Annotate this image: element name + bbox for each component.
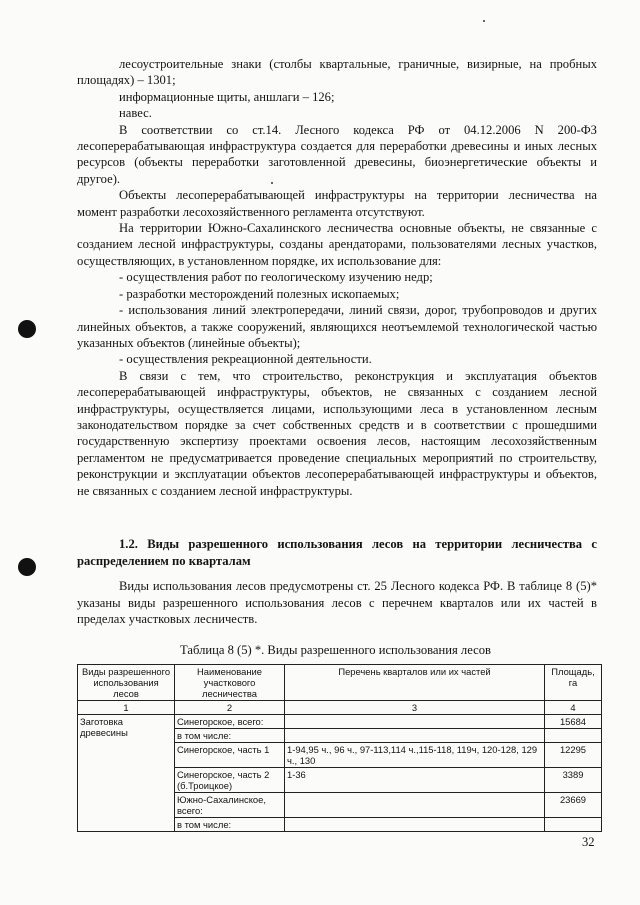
paragraph-construction: В связи с тем, что строительство, реконструкция и эксплуатация объектов лесоперерабатывающей инфраструктуры, объектов, не связанных с созданием лесной инфраструктуры, осуществляется лицами, использующими леса в установленном лесным законодательством порядке за счет собственных средств и в соответствии с прошедшими государственную экспертизу проектами освоения лесов, настоящим лесохозяйственным регламентом не предусматривается проведение специальных мероприятий по строительству, реконструкции и эксплуатации объектов лесоперерабатывающей инфраструктуры и объектов, не связанных с созданием лесной инфраструктуры. bbox=[77, 368, 597, 498]
blocks-cell: 1-94,95 ч., 96 ч., 97-113,114 ч.,115-118, 119ч, 120-128, 129 ч., 130 bbox=[285, 743, 545, 768]
table-row bbox=[78, 715, 602, 729]
paragraph-article-14: В соответствии со ст.14. Лесного кодекса РФ от 04.12.2006 N 200-ФЗ лесоперерабатывающая инфраструктура создается для переработки древесины и иных лесных ресурсов (объекты переработки заготовленной древесины, биоэнергетические объекты и другое). bbox=[77, 122, 597, 186]
forestry-cell: Синегорское, часть 1 bbox=[175, 743, 285, 768]
header-area: Площадь, га bbox=[545, 665, 602, 701]
forestry-cell: в том числе: bbox=[175, 729, 285, 743]
blocks-cell: 1-36 bbox=[285, 768, 545, 793]
column-number: 4 bbox=[545, 701, 602, 715]
paragraph-boards: информационные щиты, аншлаги – 126; bbox=[119, 89, 335, 104]
header-forestry: Наименование участкового лесничества bbox=[175, 665, 285, 701]
area-cell bbox=[545, 729, 602, 743]
paragraph-signs: лесоустроительные знаки (столбы квартальные, граничные, визирные, на пробных площадях) – 1301; bbox=[77, 57, 597, 88]
table-column-numbers bbox=[78, 701, 602, 715]
table-caption: Таблица 8 (5) *. Виды разрешенного использования лесов bbox=[180, 643, 491, 657]
paragraph-absence: Объекты лесоперерабатывающей инфраструктуры на территории лесничества на момент разработки лесохозяйственного регламента отсутствуют. bbox=[77, 188, 597, 219]
use-type-cell: Заготовка древесины bbox=[78, 715, 175, 832]
page-number: 32 bbox=[582, 835, 595, 849]
section-heading-text: 1.2. Виды разрешенного использования лесов на территории лесничества с распределением по кварталам bbox=[77, 537, 597, 568]
forestry-cell: Синегорское, всего: bbox=[175, 715, 285, 729]
area-cell: 12295 bbox=[545, 743, 602, 768]
blocks-cell bbox=[285, 729, 545, 743]
section-paragraph: Виды использования лесов предусмотрены ст. 25 Лесного кодекса РФ. В таблице 8 (5)* указаны виды разрешенного использования лесов с перечнем кварталов или их частей в пределах участковых лесничеств. bbox=[77, 579, 597, 627]
area-cell: 3389 bbox=[545, 768, 602, 793]
body-text bbox=[77, 56, 597, 499]
forestry-cell: Синегорское, часть 2 (б.Троицкое) bbox=[175, 768, 285, 793]
paragraph-shelter: навес. bbox=[119, 106, 152, 121]
table-header-row bbox=[78, 665, 602, 701]
header-blocks: Перечень кварталов или их частей bbox=[285, 665, 545, 701]
list-item-mining: - разработки месторождений полезных ископаемых; bbox=[119, 286, 400, 301]
column-number: 1 bbox=[78, 701, 175, 715]
blocks-cell bbox=[285, 715, 545, 729]
list-item-recreation: - осуществления рекреационной деятельности. bbox=[119, 352, 372, 367]
list-item-linear-objects: - использования линий электропередачи, линий связи, дорог, трубопроводов и других линейных объектов, а также сооружений, являющихся неотъемлемой технологической частью указанных объектов (линейные объекты); bbox=[77, 303, 597, 350]
column-number: 2 bbox=[175, 701, 285, 715]
blocks-cell bbox=[285, 818, 545, 832]
scan-speck bbox=[483, 20, 485, 22]
area-cell bbox=[545, 818, 602, 832]
blocks-cell bbox=[285, 793, 545, 818]
area-cell: 23669 bbox=[545, 793, 602, 818]
section-body bbox=[77, 578, 597, 628]
punch-hole-top bbox=[18, 320, 36, 338]
punch-hole-bottom bbox=[18, 558, 36, 576]
list-item-geology: - осуществления работ по геологическому изучению недр; bbox=[119, 270, 433, 285]
area-cell: 15684 bbox=[545, 715, 602, 729]
forestry-cell: Южно-Сахалинское, всего: bbox=[175, 793, 285, 818]
permitted-use-table bbox=[77, 664, 602, 832]
section-heading bbox=[77, 536, 597, 570]
paragraph-territory: На территории Южно-Сахалинского лесничества основные объекты, не связанные с созданием лесной инфраструктуры, созданы арендаторами, пользователями лесных участков, осуществляющих, в установленном порядке, их использование для: bbox=[77, 221, 597, 268]
column-number: 3 bbox=[285, 701, 545, 715]
forestry-cell: в том числе: bbox=[175, 818, 285, 832]
header-use-type: Виды разрешенного использования лесов bbox=[78, 665, 175, 701]
